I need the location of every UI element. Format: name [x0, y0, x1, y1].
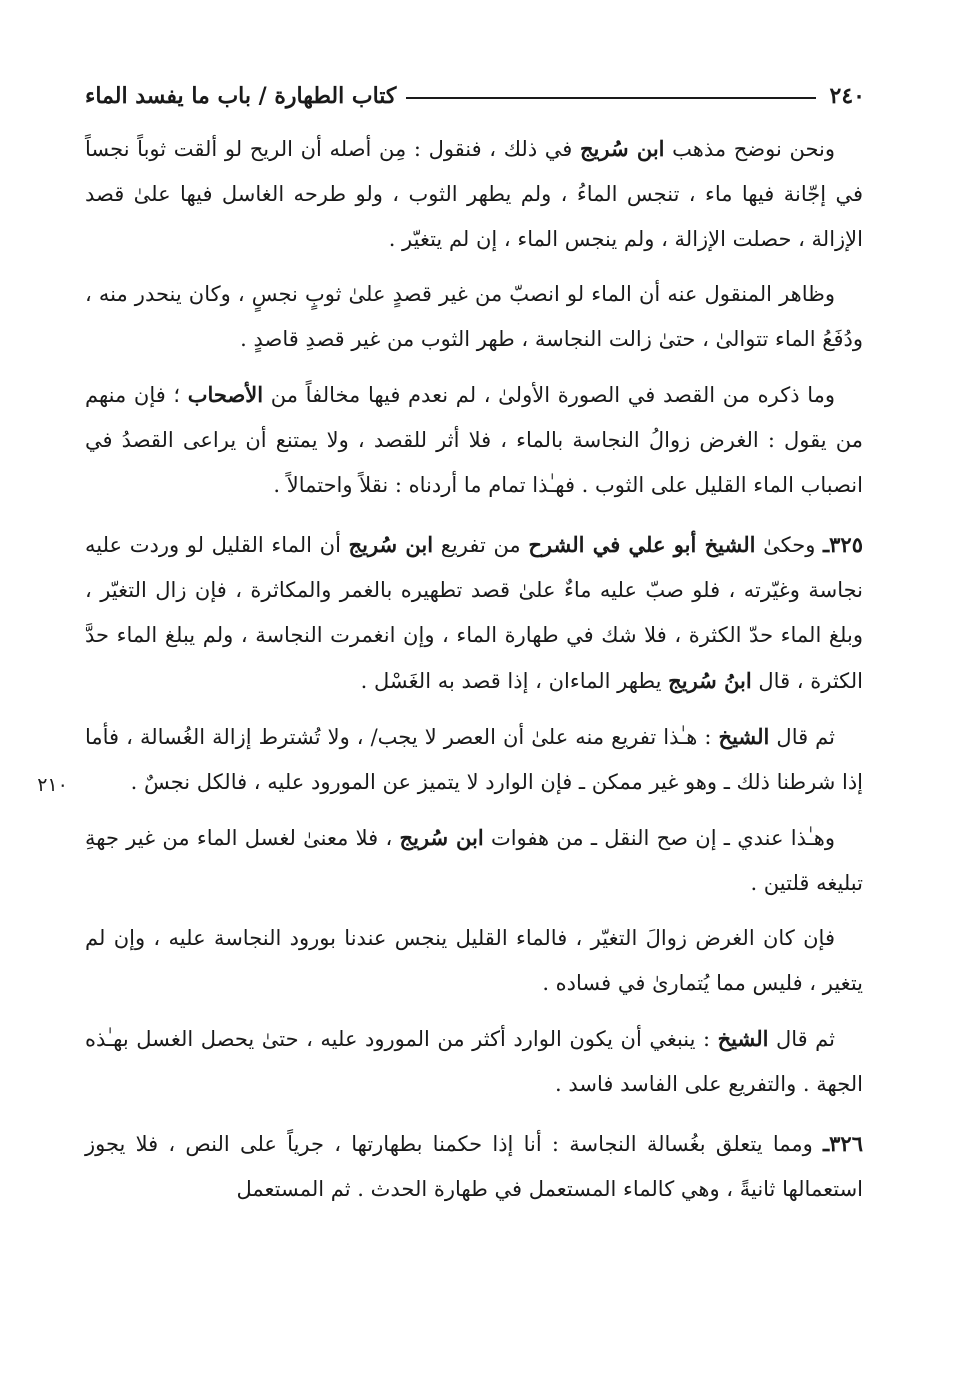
- paragraph-326: [85, 1121, 863, 1212]
- bold-name: ابن سُريج: [399, 825, 484, 850]
- text-run: ومما يتعلق بغُسالة النجاسة : أنا إذا حكمنا بطهارتها ، جرياً على النص ، فلا يجوز استعمالها ثانيةً ، وهي كالماء المستعمل في طهارة الحدث . ثم المستعمل: [85, 1132, 863, 1201]
- paragraph-325: [85, 522, 863, 704]
- page-header: [85, 76, 865, 116]
- paragraph-6: [85, 815, 863, 906]
- text-run: : هـٰذا تفريع منه علىٰ أن العصر لا يجب/ ، ولا تُشترط إزالة الغُسالة ، فأما إذا شرطنا ذلك ـ وهو غير ممكن ـ فإن الوارد لا يتميز عن المورود عليه ، فالكل نجسٌ .: [85, 725, 863, 794]
- text-run: وحكىٰ: [755, 533, 823, 557]
- text-run: أن الماء القليل لو وردت عليه نجاسة وغيّرته ، فلو صبّ عليه ماءٌ علىٰ قصد تطهيره بالغمر والمكاثرة ، فإن زال التغيّر ، وبلغ الماء حدّ الكثرة ، فلا شك في طهارة الماء ، وإن انغمرت النجاسة ، ولم يبلغ الماء حدَّ الكثرة ، قال: [85, 533, 863, 693]
- margin-folio-number: ٢١٠: [37, 774, 68, 796]
- text-run: ثم قال: [768, 1027, 835, 1051]
- page-number: ٢٤٠: [829, 83, 865, 109]
- text-run: ونحن نوضح مذهب: [664, 137, 835, 161]
- bold-name: الشيخ: [717, 1026, 769, 1051]
- paragraph-2: [85, 272, 863, 362]
- text-run: وما ذكره من القصد في الصورة الأولىٰ ، لم نعدم فيها مخالفاً من: [263, 383, 835, 407]
- bold-name: الشيخ أبو علي في الشرح: [528, 532, 756, 557]
- running-title: كتاب الطهارة / باب ما يفسد الماء: [85, 83, 397, 109]
- bold-name: ابن سُريج: [579, 136, 665, 161]
- bold-name: الأصحاب: [187, 382, 264, 407]
- text-run: وهـٰذا عندي ـ إن صح النقل ـ من هفوات: [483, 826, 836, 850]
- text-run: ، فلا معنىٰ لغسل الماء من غير جهةِ تبليغه قلتين .: [85, 826, 863, 895]
- text-run: وظاهر المنقول عنه أن الماء لو انصبّ من غير قصدٍ علىٰ ثوبٍ نجسٍ ، وكان ينحدر منه ، ودُفَعُ الماء تتوالىٰ ، حتىٰ زالت النجاسة ، طهر الثوب من غير قصدِ قاصدٍ .: [85, 282, 863, 351]
- text-run: : ينبغي أن يكون الوارد أكثر من المورود عليه ، حتىٰ يحصل الغسل بهـٰذه الجهة . والتفريع على الفاسد فاسد .: [85, 1027, 863, 1096]
- text-run: ؛ فإن منهم من يقول : الغرض زوالُ النجاسة بالماء ، فلا أثر للقصد ، ولا يمتنع أن يراعى القصدُ في انصباب الماء القليل على الثوب . فهـٰذا تمام ما أردناه : نقلاً واحتمالاً .: [85, 383, 863, 497]
- paragraph-7: [85, 916, 863, 1006]
- bold-name: ابن سُريج: [348, 532, 434, 557]
- page-body: [85, 126, 863, 1222]
- text-run: فإن كان الغرض زوالَ التغيّر ، فالماء القليل ينجس عندنا بورود النجاسة عليه ، وإن لم يتغير ، فليس مما يُتمارىٰ في فساده .: [85, 926, 863, 995]
- paragraph-3: [85, 372, 863, 508]
- paragraph-8: [85, 1016, 863, 1107]
- text-run: في ذلك ، فنقول : مِن أصله أن الريح لو ألقت ثوباً نجساً في إجّانة فيها ماء ، تنجس الماءُ ، ولم يطهر الثوب ، ولو طرحه الغاسل فيها علىٰ قصد الإزالة ، حصلت الإزالة ، ولم ينجس الماء ، إن لم يتغيّر .: [85, 137, 863, 251]
- bold-name: الشيخ: [718, 724, 770, 749]
- section-number: ٣٢٦ـ: [823, 1131, 863, 1156]
- paragraph-1: [85, 126, 863, 262]
- section-number: ٣٢٥ـ: [823, 532, 863, 557]
- paragraph-5: [85, 714, 863, 805]
- text-run: ثم قال: [769, 725, 835, 749]
- text-run: من تفريع: [433, 533, 529, 557]
- text-run: يطهر الماءان ، إذا قصد به الغَسْل .: [360, 669, 669, 693]
- bold-name: ابنُ سُريج: [668, 668, 752, 693]
- header-rule: [406, 97, 815, 99]
